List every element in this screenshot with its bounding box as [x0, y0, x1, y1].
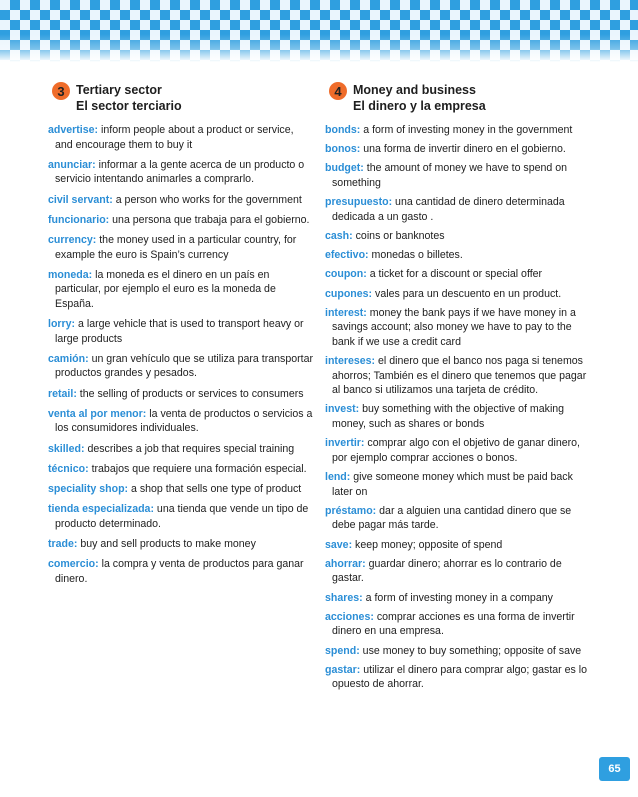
glossary-entry	[325, 610, 593, 639]
glossary-term: invest:	[325, 403, 360, 416]
glossary-definition: describes a job that requires special training	[84, 442, 295, 455]
glossary-definition: guardar dinero; ahorrar es lo contrario de gastar.	[332, 557, 562, 585]
glossary-term: coupon:	[325, 268, 367, 281]
glossary-entry	[48, 317, 314, 346]
section-title-en: Money and business	[353, 83, 476, 97]
glossary-entry	[325, 306, 593, 350]
glossary-term: comercio:	[48, 558, 99, 571]
glossary-entry	[48, 407, 314, 436]
glossary-definition: buy something with the objective of making money, such as shares or bonds	[332, 403, 565, 431]
glossary-term: bonds:	[325, 124, 361, 136]
glossary-definition: use money to buy something; opposite of save	[359, 644, 582, 657]
section-header	[48, 82, 314, 114]
header-band-fade	[0, 0, 638, 62]
glossary-definition: dar a alguien una cantidad dinero que se debe pagar más tarde.	[332, 504, 572, 532]
glossary-entry	[325, 229, 593, 244]
glossary-term: préstamo:	[325, 504, 377, 517]
glossary-entry	[325, 142, 593, 157]
glossary-definition: trabajos que requiere una formación especial.	[88, 462, 307, 475]
glossary-definition: a form of investing money in a company	[362, 591, 553, 604]
glossary-term: save:	[325, 538, 353, 551]
glossary-entry	[325, 470, 593, 499]
glossary-entry	[325, 195, 593, 224]
glossary-definition: una tienda que vende un tipo de producto determinado.	[55, 503, 309, 530]
glossary-entry	[325, 538, 593, 553]
glossary-definition: informar a la gente acerca de un producto o servicio intentando animarles a comprarlo.	[55, 158, 305, 186]
glossary-entry	[325, 287, 593, 302]
glossary-entry	[325, 504, 593, 533]
glossary-definition: la compra y venta de productos para ganar dinero.	[55, 558, 304, 585]
glossary-definition: vales para un descuento en un product.	[372, 287, 562, 300]
glossary-term: bonos:	[325, 143, 361, 156]
glossary-term: trade:	[48, 537, 78, 550]
glossary-entry	[48, 537, 314, 552]
glossary-definition: money the bank pays if we have money in a savings account; also money we have to pay to the bank if we use a credit card	[332, 306, 576, 348]
glossary-term: cash:	[325, 229, 353, 242]
page-number: 65	[599, 757, 630, 781]
glossary-definition: a person who works for the government	[112, 193, 302, 206]
glossary-term: lend:	[325, 471, 351, 483]
glossary-entry	[48, 233, 314, 262]
glossary-term: currency:	[48, 233, 97, 246]
glossary-entry	[325, 402, 593, 431]
glossary-term: efectivo:	[325, 249, 369, 262]
glossary-definition: a shop that sells one type of product	[128, 483, 302, 495]
glossary-definition: comprar algo con el objetivo de ganar dinero, por ejemplo comprar acciones o bonos.	[332, 437, 580, 464]
glossary-definition: la venta de productos o servicios a los consumidores individuales.	[55, 407, 313, 435]
glossary-term: invertir:	[325, 437, 365, 450]
glossary-entry	[48, 193, 314, 208]
glossary-term: civil servant:	[48, 193, 113, 206]
glossary-entry	[48, 158, 314, 187]
section-number-badge: 3	[52, 82, 70, 100]
glossary-term: camión:	[48, 352, 89, 365]
glossary-definition: give someone money which must be paid back later on	[332, 471, 573, 498]
glossary-definition: coins or banknotes	[352, 229, 445, 242]
glossary-entry	[48, 352, 314, 381]
glossary-term: shares:	[325, 591, 363, 604]
glossary-definition: la moneda es el dinero en un país en particular, por ejemplo el euro es la moneda de España.	[55, 268, 276, 310]
section-tertiary-sector	[48, 82, 314, 592]
glossary-entry	[325, 663, 593, 692]
glossary-entry	[48, 268, 314, 312]
glossary-entry	[48, 387, 314, 402]
glossary-term: venta al por menor:	[48, 407, 147, 420]
glossary-term: cupones:	[325, 287, 373, 300]
glossary-term: gastar:	[325, 663, 361, 676]
glossary-entry	[325, 354, 593, 398]
glossary-entry	[48, 502, 314, 531]
glossary-term: interest:	[325, 306, 367, 319]
glossary-term: spend:	[325, 644, 360, 657]
glossary-term: moneda:	[48, 268, 93, 281]
glossary-definition: monedas o billetes.	[368, 249, 463, 262]
glossary-definition: inform people about a product or service, and encourage them to buy it	[55, 124, 294, 151]
glossary-term: ahorrar:	[325, 557, 366, 570]
glossary-entry	[325, 644, 593, 659]
glossary-definition: a form of investing money in the government	[360, 124, 573, 136]
section-header	[325, 82, 593, 114]
glossary-term: presupuesto:	[325, 196, 393, 209]
glossary-definition: a ticket for a discount or special offer	[366, 268, 543, 281]
glossary-term: retail:	[48, 387, 77, 400]
glossary-entry	[325, 123, 593, 138]
glossary-definition: the money used in a particular country, for example the euro is Spain’s currency	[55, 233, 297, 261]
glossary-entry	[325, 436, 593, 465]
glossary-term: anunciar:	[48, 158, 96, 171]
glossary-list	[325, 123, 593, 692]
section-title	[353, 82, 486, 114]
glossary-term: lorry:	[48, 318, 76, 331]
section-money-and-business	[325, 82, 593, 696]
glossary-entry	[325, 591, 593, 606]
glossary-entry	[48, 123, 314, 152]
glossary-definition: comprar acciones es una forma de invertir dinero en una empresa.	[332, 610, 575, 638]
glossary-definition: keep money; opposite of spend	[352, 538, 503, 551]
glossary-definition: una cantidad de dinero determinada dedicada a un gasto .	[332, 196, 565, 223]
glossary-entry	[48, 557, 314, 586]
glossary-term: intereses:	[325, 355, 376, 368]
glossary-list	[48, 123, 314, 586]
glossary-entry	[48, 213, 314, 228]
glossary-definition: el dinero que el banco nos paga si tenemos ahorros; También es el dinero que tenemos que pagar al banco si utilizamos una tarjeta de crédito.	[332, 355, 587, 397]
section-title-es: El dinero y la empresa	[353, 99, 486, 113]
glossary-entry	[325, 161, 593, 190]
section-title-es: El sector terciario	[76, 99, 182, 113]
glossary-term: budget:	[325, 162, 364, 175]
glossary-term: acciones:	[325, 610, 374, 623]
glossary-definition: una persona que trabaja para el gobierno.	[109, 213, 310, 226]
glossary-definition: utilizar el dinero para comprar algo; gastar es lo opuesto de ahorrar.	[332, 663, 588, 691]
glossary-entry	[48, 462, 314, 477]
glossary-entry	[325, 267, 593, 282]
glossary-entry	[48, 442, 314, 457]
glossary-definition: un gran vehículo que se utiliza para transportar productos grandes y pesados.	[55, 352, 313, 380]
section-title	[76, 82, 182, 114]
glossary-term: skilled:	[48, 442, 85, 455]
glossary-term: speciality shop:	[48, 483, 129, 495]
glossary-entry	[325, 557, 593, 586]
glossary-term: funcionario:	[48, 213, 110, 226]
section-number-badge: 4	[329, 82, 347, 100]
glossary-definition: the selling of products or services to consumers	[76, 387, 304, 400]
glossary-definition: buy and sell products to make money	[77, 537, 256, 550]
glossary-entry	[48, 482, 314, 497]
glossary-definition: una forma de invertir dinero en el gobierno.	[360, 143, 566, 156]
glossary-term: tienda especializada:	[48, 503, 154, 516]
glossary-term: advertise:	[48, 124, 99, 136]
glossary-definition: a large vehicle that is used to transport heavy or large products	[55, 318, 304, 345]
section-title-en: Tertiary sector	[76, 83, 162, 97]
glossary-entry	[325, 248, 593, 263]
glossary-term: técnico:	[48, 462, 89, 475]
glossary-definition: the amount of money we have to spend on something	[332, 162, 568, 189]
